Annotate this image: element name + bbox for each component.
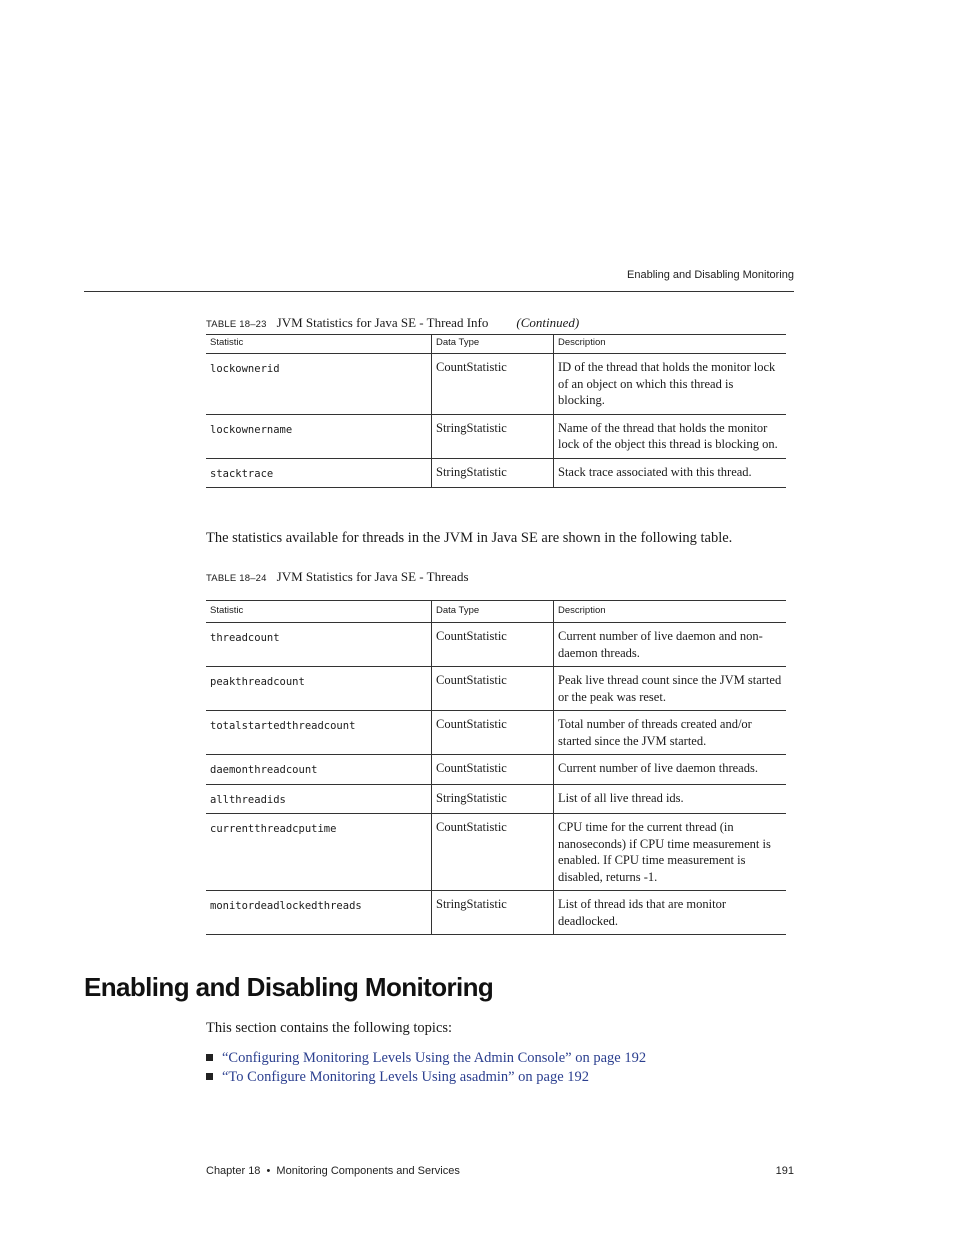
footer-chapter-title: Monitoring Components and Services [276, 1165, 460, 1177]
data-type: CountStatistic [432, 623, 554, 667]
table-23-continued: (Continued) [516, 315, 580, 330]
description: Current number of live daemon threads. [554, 755, 787, 785]
intro-paragraph: The statistics available for threads in the JVM in Java SE are shown in the following table. [206, 530, 733, 546]
table-row [206, 891, 786, 935]
table-24-caption [206, 569, 469, 585]
table-header-row [206, 335, 786, 354]
table-24-label: TABLE 18–24 [206, 573, 267, 584]
table-23-caption [206, 315, 579, 331]
column-header-data-type: Data Type [432, 335, 554, 354]
header-rule [84, 291, 794, 292]
data-type: CountStatistic [432, 814, 554, 891]
statistic-name: monitordeadlockedthreads [206, 891, 432, 935]
statistic-name: allthreadids [206, 784, 432, 814]
description: ID of the thread that holds the monitor lock of an object on which this thread is blocking. [554, 354, 787, 415]
footer-chapter: Chapter 18 [206, 1165, 261, 1177]
square-bullet-icon [206, 1073, 213, 1080]
table-23 [206, 334, 786, 488]
statistic-name: peakthreadcount [206, 667, 432, 711]
description: Stack trace associated with this thread. [554, 458, 787, 488]
table-23-label: TABLE 18–23 [206, 319, 267, 330]
description: Total number of threads created and/or started since the JVM started. [554, 711, 787, 755]
footer-chapter-info [206, 1165, 460, 1177]
footer-separator: • [266, 1165, 271, 1177]
table-row [206, 814, 786, 891]
table-header-row [206, 601, 786, 623]
statistic-name: lockownername [206, 414, 432, 458]
data-type: StringStatistic [432, 784, 554, 814]
data-type: StringStatistic [432, 891, 554, 935]
table-row [206, 755, 786, 785]
statistic-name: stacktrace [206, 458, 432, 488]
column-header-description: Description [554, 335, 787, 354]
description: List of all live thread ids. [554, 784, 787, 814]
column-header-data-type: Data Type [432, 601, 554, 623]
data-type: StringStatistic [432, 458, 554, 488]
square-bullet-icon [206, 1054, 213, 1061]
table-row [206, 784, 786, 814]
column-header-statistic: Statistic [206, 335, 432, 354]
topic-link-asadmin[interactable]: “To Configure Monitoring Levels Using asadmin” on page 192 [222, 1069, 590, 1085]
column-header-description: Description [554, 601, 787, 623]
statistic-name: currentthreadcputime [206, 814, 432, 891]
data-type: CountStatistic [432, 354, 554, 415]
data-type: CountStatistic [432, 711, 554, 755]
description: List of thread ids that are monitor deadlocked. [554, 891, 787, 935]
topic-link-admin-console[interactable]: “Configuring Monitoring Levels Using the Admin Console” on page 192 [222, 1050, 647, 1066]
statistic-name: lockownerid [206, 354, 432, 415]
table-23-title: JVM Statistics for Java SE - Thread Info [276, 315, 489, 330]
table-row [206, 667, 786, 711]
table-row [206, 354, 786, 415]
list-item [206, 1068, 646, 1087]
table-row [206, 711, 786, 755]
section-heading: Enabling and Disabling Monitoring [84, 972, 494, 1002]
description: Peak live thread count since the JVM started or the peak was reset. [554, 667, 787, 711]
running-header: Enabling and Disabling Monitoring [627, 269, 794, 281]
statistic-name: daemonthreadcount [206, 755, 432, 785]
column-header-statistic: Statistic [206, 601, 432, 623]
description: CPU time for the current thread (in nanoseconds) if CPU time measurement is enabled. If CPU time measurement is disabled, returns -1. [554, 814, 787, 891]
topics-intro-paragraph: This section contains the following topics: [206, 1020, 453, 1036]
page-number: 191 [775, 1165, 794, 1177]
table-row [206, 623, 786, 667]
list-item [206, 1049, 646, 1068]
table-row [206, 458, 786, 488]
topic-list [206, 1049, 646, 1087]
data-type: StringStatistic [432, 414, 554, 458]
data-type: CountStatistic [432, 667, 554, 711]
table-24-title: JVM Statistics for Java SE - Threads [276, 569, 469, 584]
statistic-name: threadcount [206, 623, 432, 667]
table-row [206, 414, 786, 458]
statistic-name: totalstartedthreadcount [206, 711, 432, 755]
table-24 [206, 600, 786, 935]
description: Current number of live daemon and non-daemon threads. [554, 623, 787, 667]
data-type: CountStatistic [432, 755, 554, 785]
description: Name of the thread that holds the monitor lock of the object this thread is blocking on. [554, 414, 787, 458]
